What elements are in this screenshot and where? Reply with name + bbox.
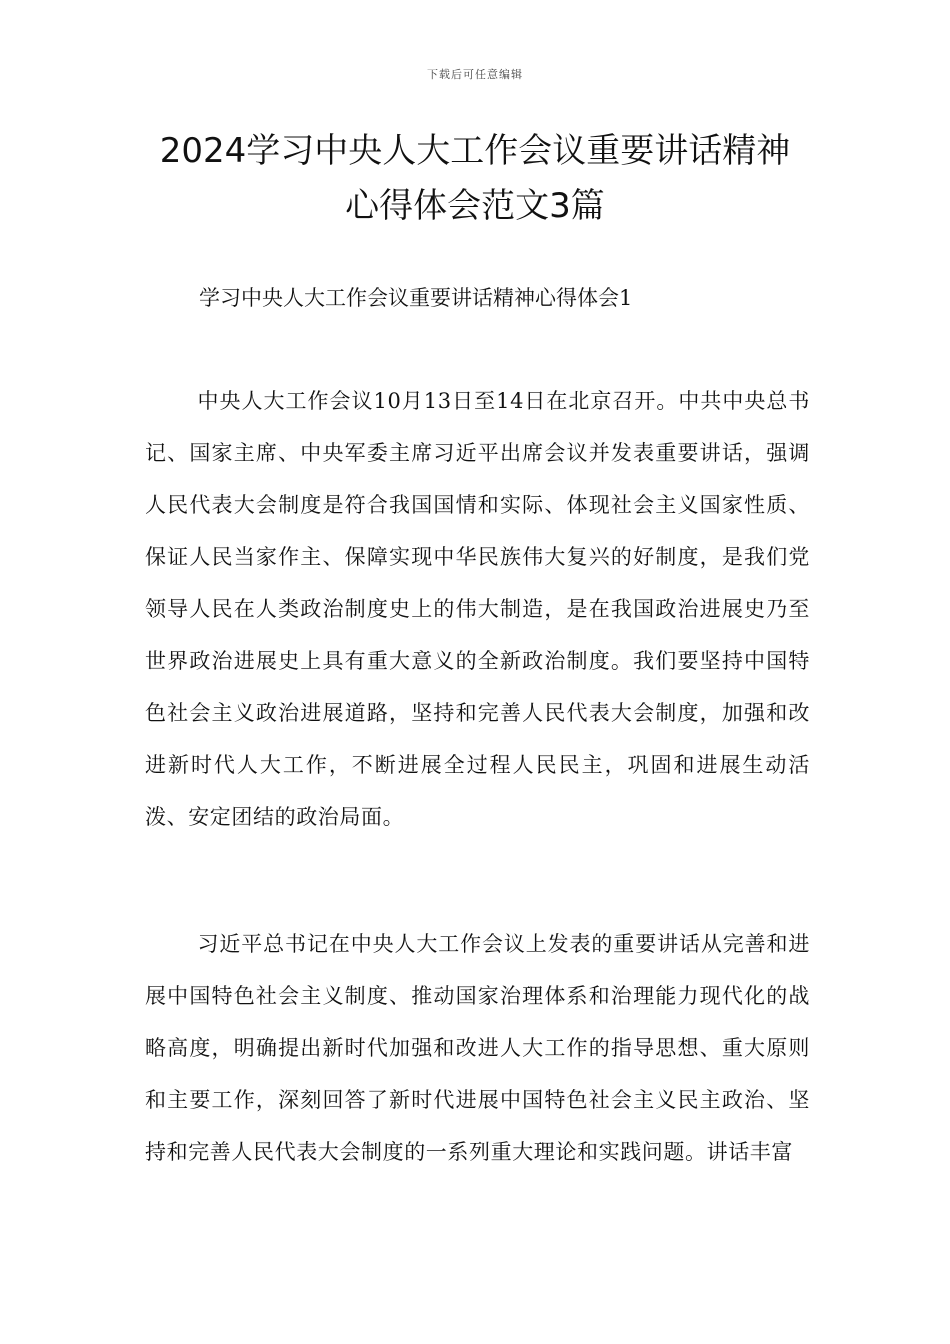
section-heading: 学习中央人大工作会议重要讲话精神心得体会1 <box>199 286 633 310</box>
body-paragraph-1: 中央人大工作会议10月13日至14日在北京召开。中共中央总书记、国家主席、中央军委主席习近平出席会议并发表重要讲话，强调人民代表大会制度是符合我国国情和实际、体现社会主义国家性质、保证人民当家作主、保障实现中华民族伟大复兴的好制度，是我们党领导人民在人类政治制度史上的伟大制造，是在我国政治进展史乃至世界政治进展史上具有重大意义的全新政治制度。我们要坚持中国特色社会主义政治进展道路，坚持和完善人民代表大会制度，加强和改进新时代人大工作，不断进展全过程人民民主，巩固和进展生动活泼、安定团结的政治局面。 <box>145 389 810 829</box>
body-paragraph-2: 习近平总书记在中央人大工作会议上发表的重要讲话从完善和进展中国特色社会主义制度、推动国家治理体系和治理能力现代化的战略高度，明确提出新时代加强和改进人大工作的指导思想、重大原则和主要工作，深刻回答了新时代进展中国特色社会主义民主政治、坚持和完善人民代表大会制度的一系列重大理论和实践问题。讲话丰富 <box>145 932 810 1164</box>
title-line-2: 心得体会范文3篇 <box>345 186 605 226</box>
document-title <box>120 124 830 234</box>
title-line-1: 2024学习中央人大工作会议重要讲话精神 <box>159 131 791 171</box>
watermark-text: 下载后可任意编辑 <box>427 68 523 81</box>
